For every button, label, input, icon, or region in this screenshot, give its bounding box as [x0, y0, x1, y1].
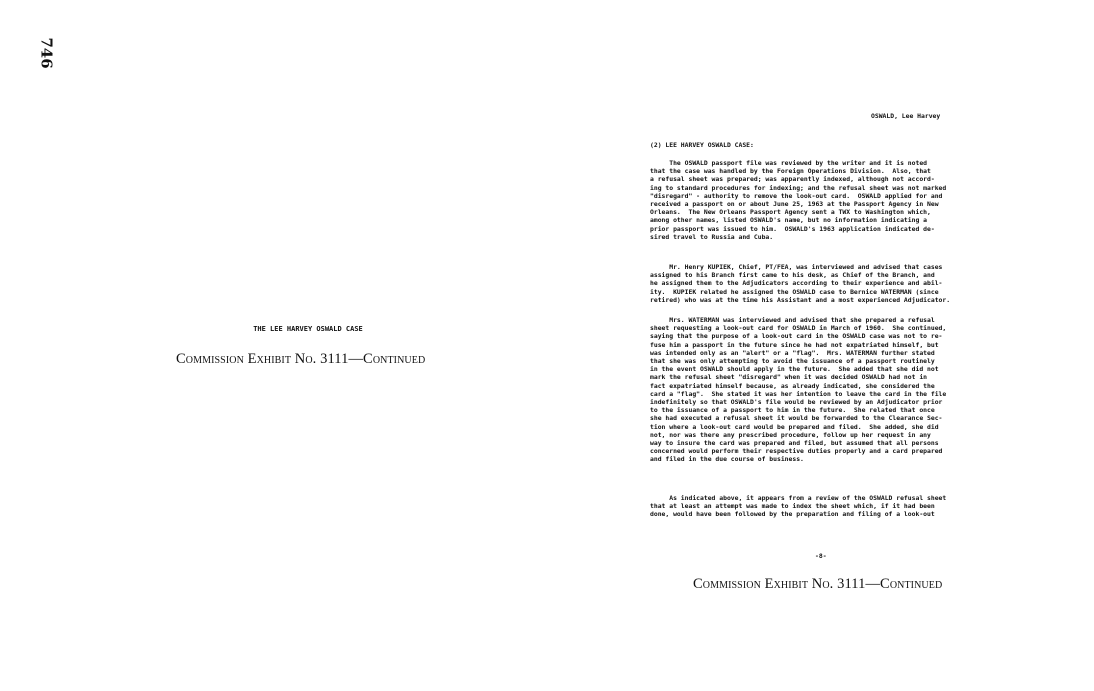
memo-paragraph: The OSWALD passport file was reviewed by the writer and it is noted that the case was handled by the Foreign Operations Division. Also, that a refusal sheet was prepared; was apparently indexed, although not accord- ing to standard procedures for indexing; and the refusal sheet was not marked "disregard" - authority to remove the look-out card. OSWALD applied for and received a passport on or about June 25, 1963 at the Passport Agency in New Orleans. The New Orleans Passport Agency sent a TWX to Washington which, among other names, listed OSWALD's name, but no information indicating a prior passport was issued to him. OSWALD's 1963 application indicated de- sired travel to Russia and Cuba.	[650, 159, 947, 241]
left-page-title: THE LEE HARVEY OSWALD CASE	[253, 325, 363, 333]
memo-header: OSWALD, Lee Harvey	[871, 112, 941, 120]
memo-paragraph: Mrs. WATERMAN was interviewed and advised that she prepared a refusal sheet requesting a look-out card for OSWALD in March of 1960. She continued, saying that the purpose of a look-out card in the OSWALD case was not to re- fuse him a passport in the future since he had not expatriated himself, but was intended only as an "alert" or a "flag". Mrs. WATERMAN further stated that she was only attempting to avoid the issuance of a passport routinely in the event OSWALD should apply in the future. She added that she did not mark the refusal sheet "disregard" when it was decided OSWALD had not in fact expatriated himself because, as already indicated, she considered the card a "flag". She stated it was her intention to leave the card in the file indefinitely so that OSWALD's file would be reviewed by an Adjudicator prior to the issuance of a passport to him in the future. She related that once she had executed a refusal sheet it would be forwarded to the Clearance Sec- tion where a look-out card would be prepared and filed. She added, she did not, nor was there any prescribed procedure, follow up her request in any way to insure the card was prepared and filed, but assumed that all persons concerned would perform their respective duties properly and a card prepared and filed in the due course of business.	[650, 316, 947, 464]
memo-section-heading: (2) LEE HARVEY OSWALD CASE:	[650, 141, 754, 149]
page-number: 746	[37, 37, 56, 69]
memo-paragraph: As indicated above, it appears from a review of the OSWALD refusal sheet that at least an attempt was made to index the sheet which, if it had been done, would have been followed by the preparation and filing of a look-out	[650, 494, 947, 519]
right-exhibit-caption: Commission Exhibit No. 3111—Continued	[693, 576, 943, 592]
memo-page-marker: -8-	[815, 552, 827, 560]
memo-paragraph: Mr. Henry KUPIEK, Chief, PT/FEA, was interviewed and advised that cases assigned to his Branch first came to his desk, as Chief of the Branch, and he assigned them to the Adjudicators according to their experience and abil- ity. KUPIEK related he assigned the OSWALD case to Bernice WATERMAN (since retired) who was at the time his Assistant and a most experienced Adjudicator.	[650, 263, 951, 304]
left-exhibit-caption: Commission Exhibit No. 3111—Continued	[176, 351, 426, 367]
